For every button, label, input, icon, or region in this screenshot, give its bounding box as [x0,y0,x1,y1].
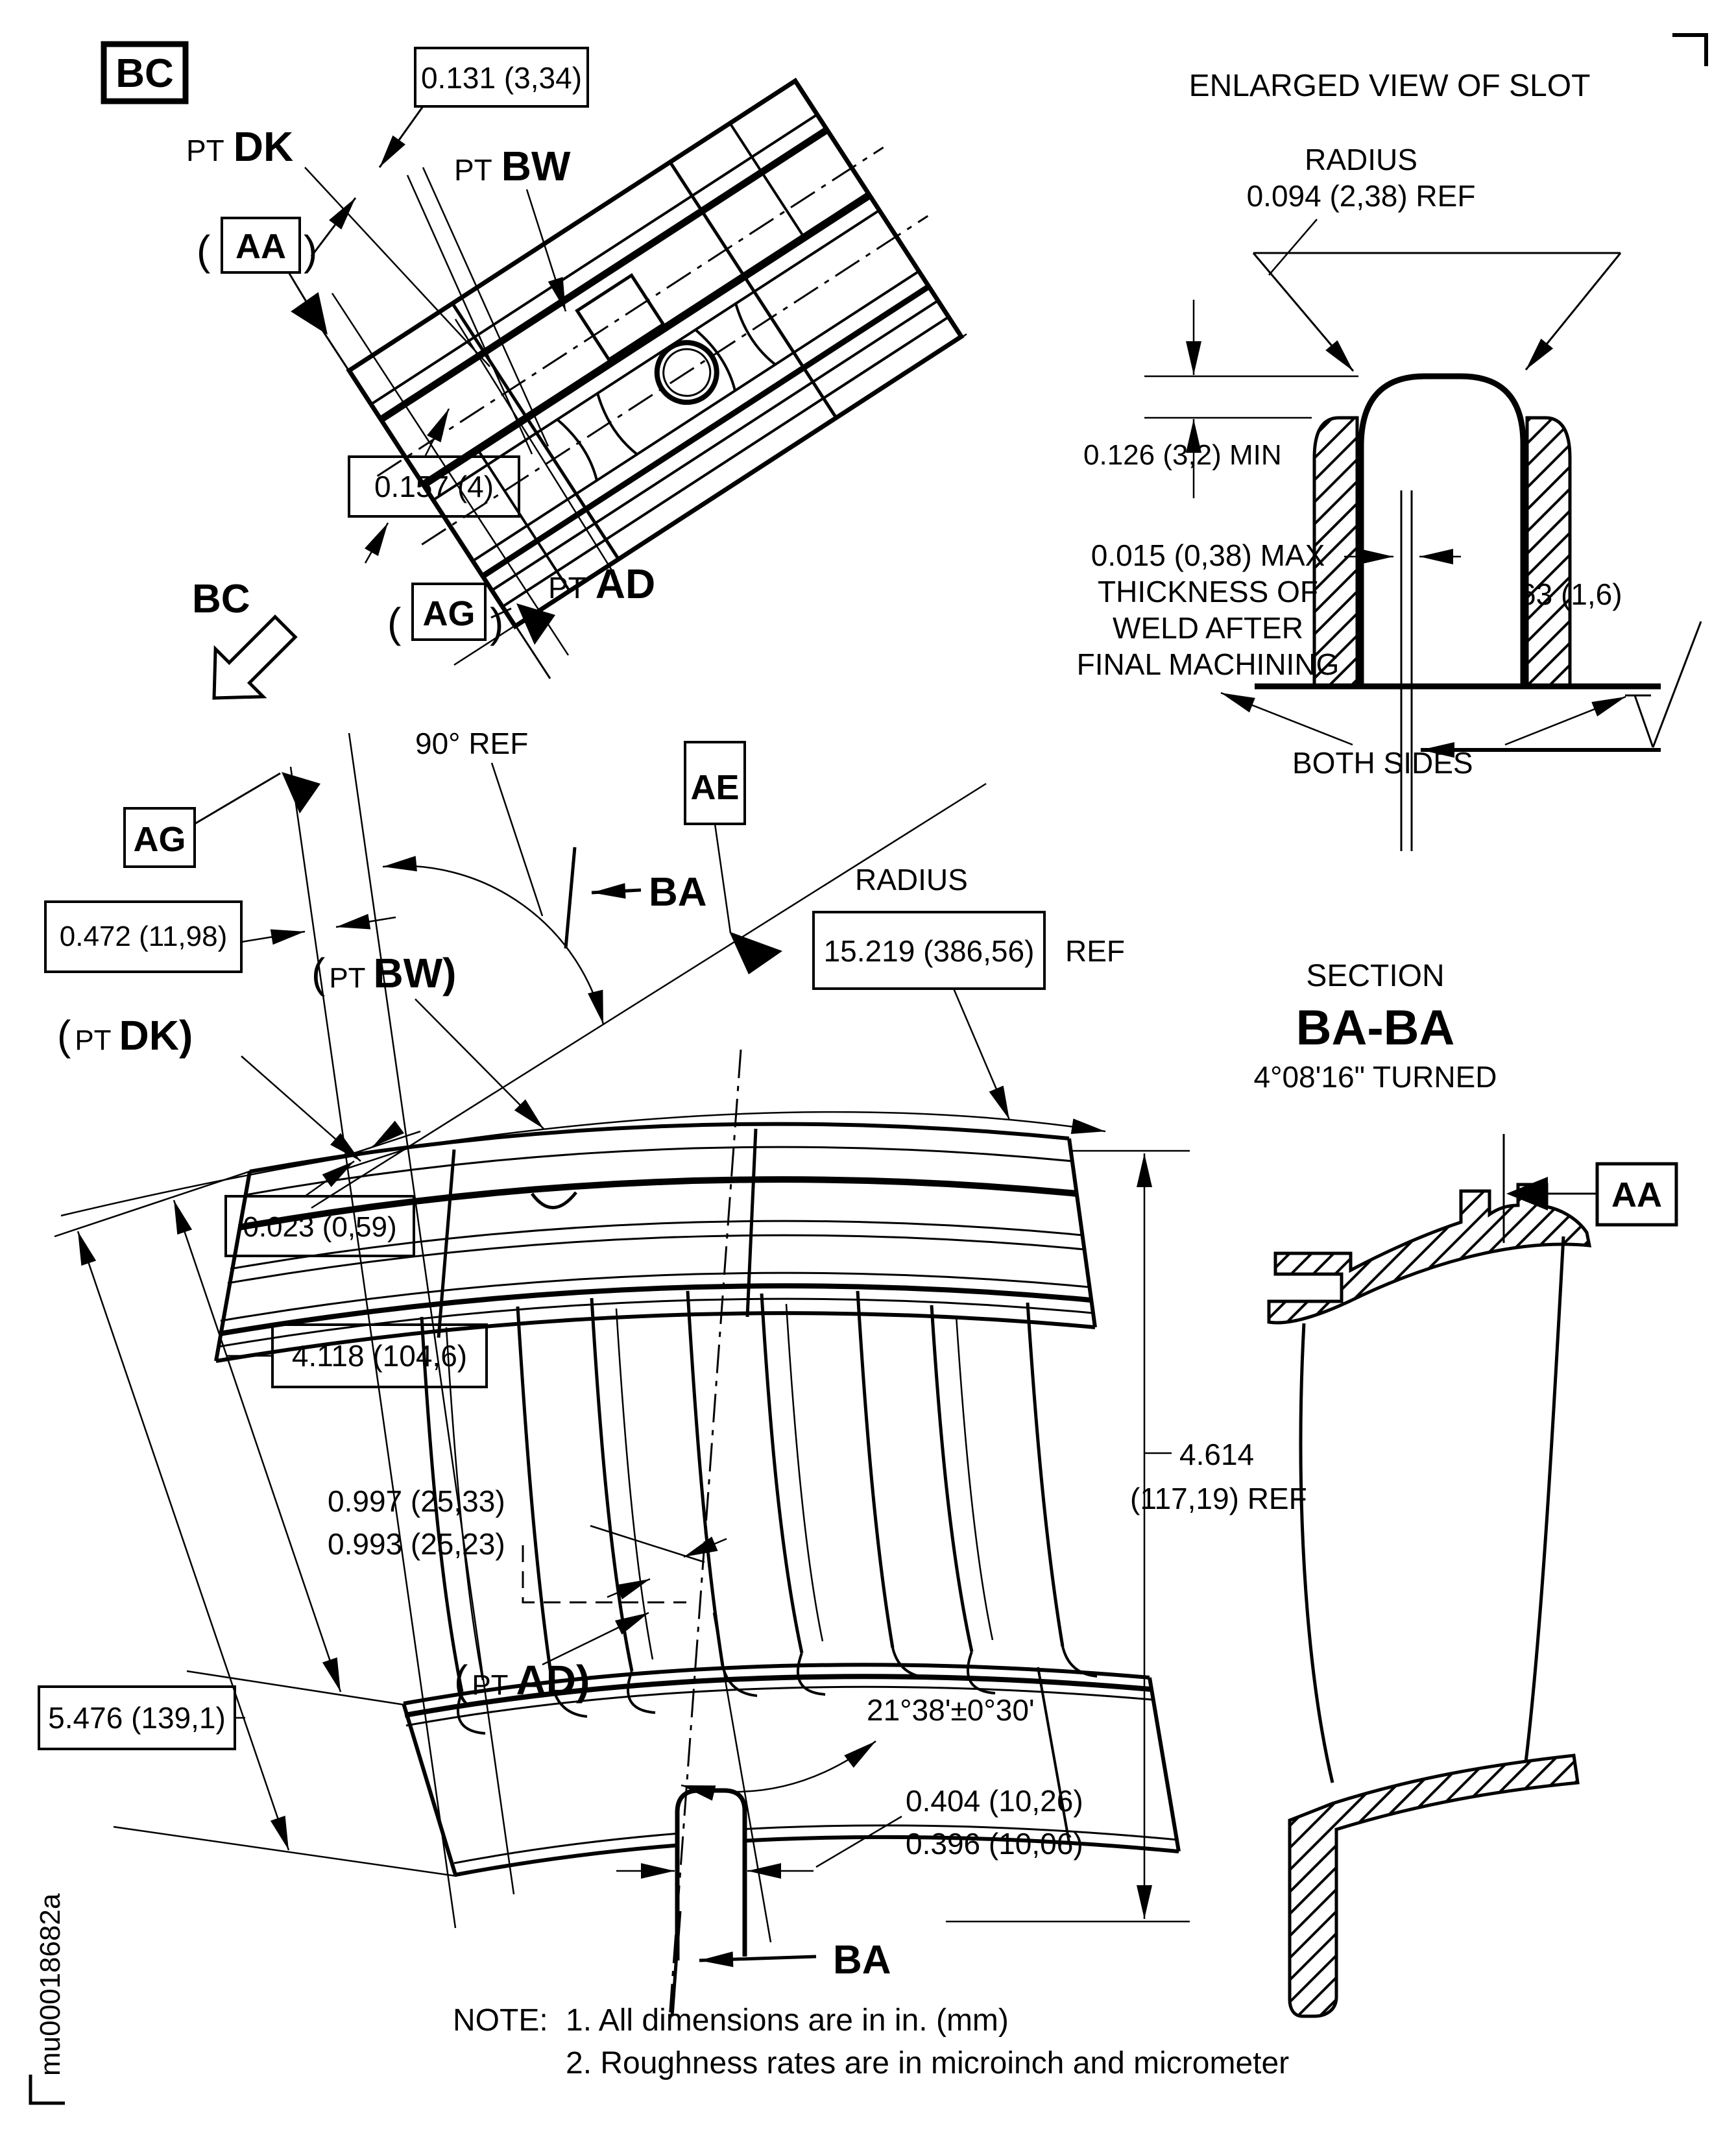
label-pt-dk [186,123,293,170]
pt-prefix: PT [454,153,492,187]
dim-0131-leader [380,106,423,167]
label-pt-dk-main [57,1012,193,1059]
edge-line [423,167,548,446]
locating-tab [677,1790,745,1960]
pt-dk-id: DK) [119,1012,193,1059]
datum-ae-label: AE [690,768,740,807]
datum-aa-open: ( [197,227,211,274]
section-turned-note: 4°08'16" TURNED [1253,1060,1497,1094]
pt-dk-main-leader [241,1056,361,1161]
weld-right [1527,418,1570,685]
label-pt-bw-main [311,950,456,996]
block-slot-curve [593,393,638,457]
dim-4118-text: 4.118 (104,6) [291,1339,468,1373]
dim-0157-leader [425,409,449,457]
airfoil-edge [592,1298,632,1671]
detail-view-bc [104,44,993,722]
pt-prefix: PT [329,962,366,994]
datum-ae-leader [715,824,730,933]
block-rail [492,300,938,590]
pt-bw-main-leader [415,999,544,1129]
airfoil-edge [932,1305,972,1652]
section-airfoil-left [1301,1323,1332,1783]
block-slot-curve [557,416,602,481]
document-number: mu00018682a [34,1893,66,2076]
radius-value-main: 15.219 (386,56) [823,934,1035,968]
weld-note-2: THICKNESS OF [1098,575,1318,609]
tab-angle-text: 21°38'±0°30' [867,1693,1035,1727]
roughness-value: 63 (1,6) [1519,577,1622,611]
datum-aa-triangle [291,292,341,344]
note-label: NOTE: [453,2003,548,2038]
datum-ag-main-triangle [282,772,320,813]
angle-90-leader [492,763,542,916]
paren-open: ( [454,1657,468,1704]
datum-aa-main-label: AA [1611,1175,1662,1214]
tab-angle-arc [681,1741,876,1792]
view-label-bc: BC [115,51,174,96]
pt-dk-id: DK [233,123,294,170]
finish-left-leg [1635,695,1653,747]
dim-4614-ref-text: (117,19) REF [1130,1482,1307,1515]
funnel-right [1526,253,1621,370]
both-sides-label: BOTH SIDES [1292,746,1473,780]
dim-0997-text: 0.997 (25,33) [328,1484,505,1518]
main-segment-view [39,727,1307,2019]
inner-band-left-edge [404,1704,455,1875]
dim-0023-arrow [372,1129,397,1147]
pt-bw-id: BW [501,143,571,189]
dim-0997-leader [590,1526,705,1562]
tab-width-leader [816,1816,902,1867]
airfoil-fillet [893,1648,927,1678]
label-pt-bw [454,143,571,189]
section-name: BA-BA [1296,1000,1455,1055]
section-label-ba-bottom: BA [833,1938,891,1982]
section-ba-ba-view [1253,959,1676,2016]
weld-note-3: WELD AFTER [1113,611,1303,645]
pt-prefix: PT [75,1024,112,1056]
airfoil-edge [1028,1303,1063,1646]
airfoil-edge [688,1291,723,1666]
note-line-2: 2. Roughness rates are in microinch and micrometer [566,2046,1290,2080]
radius-label-main: RADIUS [855,863,968,897]
datum-ag-main-leader [195,773,280,824]
corner-mark-bottom-left [30,2075,65,2103]
datum-aa-label: AA [235,227,286,266]
note-line-1: 1. All dimensions are in in. (mm) [566,2003,1009,2038]
section-inner-band [1290,1755,1578,2016]
dim-0472-arrow [241,932,305,942]
dim-0157-text: 0.157 (4) [374,470,494,503]
both-sides-arrow-right [1505,697,1626,745]
label-pt-ad-main [454,1657,590,1704]
weld-note-1: 0.015 (0,38) MAX [1091,538,1325,572]
pt-bw-id: BW) [373,950,457,996]
enlarged-slot-view [1077,69,1701,851]
both-sides-arrow-left [1221,693,1353,745]
slot-tongue [1361,376,1523,686]
airfoil-edge [858,1291,893,1648]
band-separator [439,1150,454,1338]
dim-0023-text: 0.023 (0,59) [243,1211,397,1243]
weld-note-4: FINAL MACHINING [1076,647,1340,681]
pt-ad-main-leader [542,1613,649,1665]
dim-0993-text: 0.993 (25,23) [328,1527,505,1561]
airfoil-hook [628,1671,655,1713]
datum-ag-close: ) [490,599,504,646]
dim-line-5476 [78,1231,289,1850]
datum-ag-open: ( [387,599,402,646]
dim-0131-text: 0.131 (3,34) [420,61,583,95]
section-outer-band [1269,1185,1589,1323]
datum-ae-triangle [729,932,782,974]
dim-line-4118 [174,1200,341,1692]
dim-0131-leader2 [311,198,356,256]
notes-block [453,2003,1289,2080]
pt-prefix: PT [548,571,586,605]
section-arrow-top [592,890,641,893]
band-separator [747,1129,756,1317]
pt-ad-id: AD) [516,1657,590,1704]
dim-0472-arrow [336,917,396,927]
datum-ag-main-label: AG [133,820,186,859]
section-tick-top [566,847,575,948]
funnel-left [1253,253,1353,371]
bc-arrow-label: BC [192,577,250,621]
block-rail-thick [381,130,827,420]
dim-5476-text: 5.476 (139,1) [48,1701,226,1735]
angle-90-ref: 90° REF [415,727,529,760]
dim-4614-text: 4.614 [1179,1438,1255,1471]
band-notch [532,1192,576,1208]
airfoil-hook [968,1652,995,1693]
radius-ref: REF [1065,934,1125,968]
pt-prefix: PT [186,134,224,167]
dim-0157-leader2 [365,523,388,563]
slot-radius-value: 0.094 (2,38) REF [1246,179,1476,213]
block-rail [371,115,817,405]
inner-band-right-edge [1150,1678,1179,1851]
airfoil-edge [762,1294,802,1653]
paren-open: ( [57,1012,71,1059]
radius-leader [954,989,1009,1120]
airfoil-edge [518,1307,553,1687]
block-outline [349,81,961,627]
segment-block [321,60,993,645]
slot-radius-label: RADIUS [1305,143,1417,176]
ext-line-top [54,1170,253,1236]
datum-aa-close: ) [304,227,318,274]
ext-line-bottom-outer [114,1827,457,1876]
slot-radius-leader [1269,219,1317,275]
dashed-step [523,1545,686,1602]
block-separator [730,123,804,237]
dim-0396-text: 0.396 (10,06) [906,1827,1083,1861]
dim-0472-text: 0.472 (11,98) [59,921,228,952]
slot-min-note: 0.126 (3,2) MIN [1083,439,1282,471]
section-airfoil-right [1526,1236,1563,1762]
block-centerline [378,147,884,476]
slot-title: ENLARGED VIEW OF SLOT [1188,69,1591,103]
dim-0404-text: 0.404 (10,26) [906,1784,1083,1818]
block-boss [577,275,664,359]
datum-ag-label: AG [422,594,476,633]
block-rail [503,317,949,607]
section-title: SECTION [1306,959,1445,993]
pt-prefix: PT [472,1669,509,1701]
dim-0997-arrow [607,1579,650,1597]
paren-open: ( [311,950,326,996]
block-rail-thick [483,287,929,577]
section-label-ba-top: BA [649,870,707,915]
corner-mark-top-right [1672,35,1706,66]
pt-ad-id: AD [595,560,656,607]
block-rail [433,210,880,500]
